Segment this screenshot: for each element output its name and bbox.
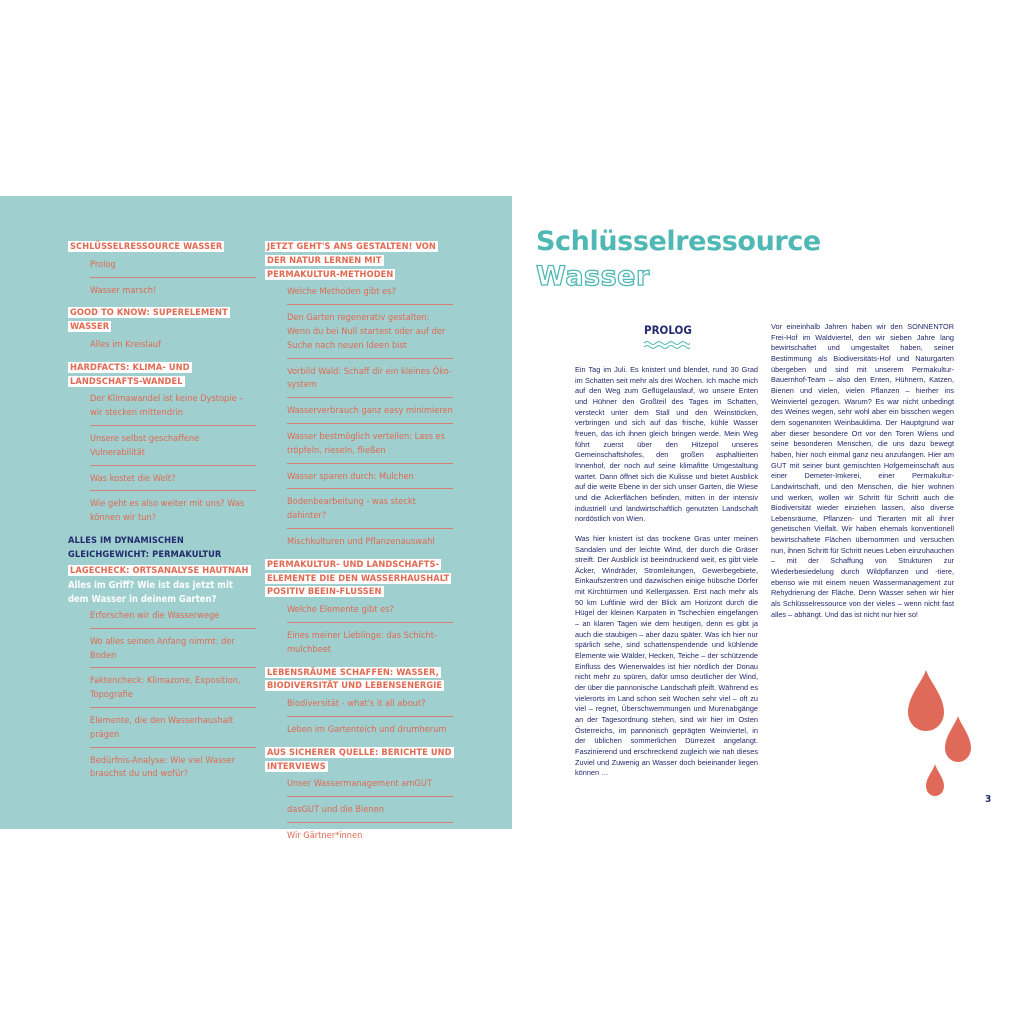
toc-item[interactable]: Biodiversität - what's it all about? <box>287 695 453 717</box>
toc-item[interactable]: Prolog <box>90 256 256 278</box>
toc-section-heading: LAGECHECK: ORTSANALYSE HAUTNAH <box>70 564 249 576</box>
toc-item[interactable]: Eines meiner Lieblinge: das Schicht-mulchbeet <box>287 629 437 655</box>
article-paragraph: Was hier knistert ist das trockene Gras unter meinen Sandalen und der leichte Wind, der durch die Gräser streift. Der Ausblick ist beeindruckend weit, es gibt viele Äcker, Windräder, Stromleitungen, Gewerbegebiete, Einkaufszentren und dazwischen einige hübsche Dörfer mit Kirchtürmen und Kellergassen. Erst nach mehr als 50 km Luftlinie wird der Blick am Horizont durch die Hügel der kleinen Karpaten in Tschechien eingefangen – an klaren Tagen wie dem heutigen, denn es gibt ja auch die staubigen – aber dazu später. Was ich hier nur spärlich sehe, sind schattenspendende und kühlende Elemente wie Wälder, Hecken, Teiche – der schützende Einfluss des Wienerwaldes ist hier nördlich der Donau nicht mehr zu spüren, dafür umso deutlicher der Wind, der über die pannonische Landschaft pfeift. Während es vielerorts im Land schon seit Wochen sehr viel – oft zu viel – regnet, Überschwemmungen und Murenabgänge an der Tagesordnung stehen, sind wir hier im Osten Österreichs, im pannonisch geprägten Weinviertel, in der üblichen sommerlichen Dürrezeit angelangt. Faszinierend und erschreckend zugleich wie nah dieses Zuviel und Zuwenig an Wasser doch beieinander liegen können … <box>575 533 758 778</box>
chapter-title-line2: Wasser <box>536 261 650 292</box>
toc-item[interactable]: Den Garten regenerativ gestalten: Wenn du bei Null startest oder auf der Suche nach neuen Ideen bist <box>287 309 453 358</box>
toc-section-heading: PERMAKULTUR- UND LANDSCHAFTS-ELEMENTE DIE DEN WASSERHAUSHALT POSITIV BEEIN-FLUSSEN <box>267 558 450 598</box>
toc-column-right <box>265 240 453 852</box>
section-label <box>644 323 690 355</box>
toc-item[interactable]: Vorbild Wald: Schaff dir ein kleines Öko-system <box>287 363 453 399</box>
toc-subheading: Alles im Griff? Wie ist das jetzt mit dem Wasser in deinem Garten? <box>68 580 233 606</box>
toc-section-heading: LEBENSRÄUME SCHAFFEN: WASSER, BIODIVERSITÄT UND LEBENSENERGIE <box>267 666 443 692</box>
water-drop-icon <box>908 670 944 731</box>
toc-item[interactable]: Leben im Gartenteich und drumherum <box>287 723 447 735</box>
toc-item-group <box>265 283 453 553</box>
toc-item-group <box>68 256 256 303</box>
toc-item[interactable]: Unsere selbst geschaffene Vulnerabilität <box>90 430 256 466</box>
wave-divider-icon <box>644 340 690 350</box>
toc-item[interactable]: Faktencheck: Klimazone, Exposition, Topografie <box>90 672 256 708</box>
toc-section-heading: HARDFACTS: KLIMA- UND LANDSCHAFTS-WANDEL <box>70 361 190 387</box>
toc-item[interactable]: Unser Wassermanagement amGUT <box>287 775 453 797</box>
article-column-1 <box>575 365 758 788</box>
toc-item-group <box>265 695 453 742</box>
toc-item[interactable]: Alles im Kreislauf <box>90 338 162 350</box>
toc-item[interactable]: Mischkulturen und Pflanzenauswahl <box>287 535 435 547</box>
toc-section-heading: ALLES IM DYNAMISCHEN GLEICHGEWICHT: PERMAKULTUR <box>68 534 222 560</box>
article-paragraph: Ein Tag im Juli. Es knistert und blendet, rund 30 Grad im Schatten seit mehr als drei Wochen. Ich mache mich auf den Weg zum Geflügelauslauf, wo unsere Enten und Hühner den Großteil des Tages im Schatten, versteckt unter dem Stall und den Weinstöcken, verbringen und sich auf das frische, kühle Wasser freuen, das ich ihnen gleich bringen werde. Mein Weg führt zuerst über den Hitzepol unseres Gemeinschaftshofes, den großen asphaltierten Innenhof, der noch auf seine klimafitte Umgestaltung wartet. Dann öffnet sich die Kulisse und bietet Ausblick auf die weite Ebene in der sich unser Garten, die Wiese und die Ackerflächen befinden, mitten in der intensiv industriell und landwirtschaftlich genutzten Landschaft nordöstlich von Wien. <box>575 365 758 524</box>
toc-section-heading: SCHLÜSSELRESSOURCE WASSER <box>70 241 223 252</box>
toc-section-heading: AUS SICHERER QUELLE: BERICHTE UND INTERVIEWS <box>267 746 452 772</box>
toc-item[interactable]: Elemente, die den Wasserhaushalt prägen <box>90 712 256 748</box>
toc-item-group <box>68 607 256 786</box>
chapter-title-line1: Schlüsselressource <box>536 226 821 257</box>
toc-item[interactable]: Welche Elemente gibt es? <box>287 601 453 623</box>
article-paragraph: Vor eineinhalb Jahren haben wir den SONNENTOR Frei-Hof im Waldviertel, den wir sieben Jahre lang bewirtschaftet und umgestaltet haben, seiner Bestimmung als Biodiversitäts-Hof und Naturgarten übergeben und sind mit unserem Permakultur-Bauernhof-Team – also den Enten, Hühnern, Katzen, Bienen und vielen, vielen Pflanzen – hierher ins Weinviertel gezogen. Warum? Es war nicht unbedingt des Weines wegen, sehr wohl aber ein bisschen wegen dem sogenannten Weinbauklima. Der Hauptgrund war aber dieser besondere Ort vor den Toren Wiens und seine besonderen Menschen, die uns dazu bewegt haben, hier noch einmal ganz neu anzufangen. Hier am GUT mit seiner bunt gemischten Hofgemeinschaft aus einer Demeter-Imkerei, einer Permakultur-Landwirtschaft, und den Menschen, die hier wohnen und werken, wollen wir Schritt für Schritt auch die Biodiversität wieder einziehen lassen, also diverse Lebensräume, Pflanzen- und Tierarten mit all ihrer genetischen Vielfalt. Wir haben ehemals konventionell bewirtschaftete Flächen übernommen und versuchen nun, ihnen Schritt für Schritt neues Leben einzuhauchen – mit der Schaffung von Strukturen zur Wiederbesiedelung durch Wildpflanzen und -tiere, ebenso wie mit einem neuen Wassermanagement zur Rehydrierung der Fläche. Denn Wasser sehen wir hier als Schlüsselressource von der vieles – wenn nicht fast alles – abhängt. Und das ist nicht nur hier so! <box>771 322 954 619</box>
toc-item[interactable]: Was kostet die Welt? <box>90 470 256 492</box>
water-drops-illustration <box>900 668 980 808</box>
toc-item[interactable]: Erforschen wir die Wasserwege <box>90 607 256 629</box>
table-of-contents-page <box>0 196 512 841</box>
section-label-text: PROLOG <box>644 323 692 337</box>
page-number: 3 <box>985 794 992 805</box>
toc-item[interactable]: Welche Methoden gibt es? <box>287 283 453 305</box>
toc-section-heading: JETZT GEHT'S ANS GESTALTEN! VON DER NATUR LERNEN MIT PERMAKULTUR-METHODEN <box>267 241 436 280</box>
toc-item[interactable]: Wasser bestmöglich verteilen: Lass es tröpfeln, rieseln, fließen <box>287 428 453 464</box>
toc-column-left <box>68 240 256 790</box>
toc-item[interactable]: Wie geht es also weiter mit uns? Was können wir tun? <box>90 498 245 524</box>
water-drop-icon <box>926 764 944 796</box>
toc-item[interactable]: Wir Gärtner*innen <box>287 829 363 841</box>
toc-item[interactable]: Wasser marsch! <box>90 284 157 296</box>
toc-item-group <box>68 336 256 357</box>
toc-item[interactable]: Bedürfnis-Analyse: Wie viel Wasser brauchst du und wofür? <box>90 754 236 780</box>
toc-item-group <box>265 601 453 661</box>
toc-item[interactable]: Bodenbearbeitung - was steckt dahinter? <box>287 493 453 529</box>
toc-item[interactable]: Der Klimawandel ist keine Dystopie – wir stecken mittendrin <box>90 390 256 426</box>
toc-item-group <box>265 775 453 847</box>
toc-item-group <box>68 390 256 530</box>
toc-item[interactable]: Wasserverbrauch ganz easy minimieren <box>287 402 453 424</box>
toc-item[interactable]: dasGUT und die Bienen <box>287 801 453 823</box>
article-column-2 <box>771 322 954 629</box>
toc-item[interactable]: Wo alles seinen Anfang nimmt: der Boden <box>90 633 256 669</box>
toc-item[interactable]: Wasser sparen durch: Mulchen <box>287 468 453 490</box>
toc-section-heading: GOOD TO KNOW: SUPERELEMENT WASSER <box>70 307 228 333</box>
water-drop-icon <box>945 716 971 762</box>
